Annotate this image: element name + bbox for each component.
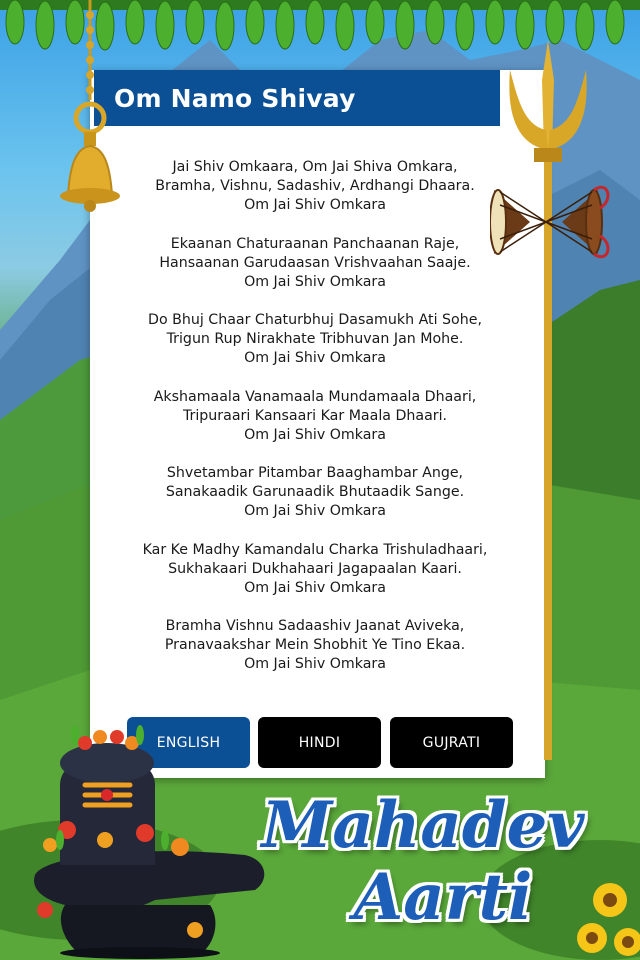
verse-line: Sukhakaari Dukhahaari Jagapaalan Kaari. xyxy=(168,560,462,577)
brand-line-2: Aarti xyxy=(353,860,533,935)
verse-line: Akshamaala Vanamaala Mundamaala Dhaari, xyxy=(153,388,477,405)
verse-refrain: Om Jai Shiv Omkara xyxy=(244,503,386,519)
verse xyxy=(110,158,520,215)
verse-line: Jai Shiv Omkaara, Om Jai Shiva Omkara, xyxy=(172,159,458,175)
verse xyxy=(110,541,520,598)
verse-line: Do Bhuj Chaar Chaturbhuj Dasamukh Ati Sohe, xyxy=(148,312,482,328)
verse-line: Ekaanan Chaturaanan Panchaanan Raje, xyxy=(170,235,460,252)
verse-line: Sanakaadik Garunaadik Bhutaadik Sange. xyxy=(165,484,465,500)
gujrati-button[interactable]: GUJRATI xyxy=(390,717,513,768)
verse xyxy=(110,617,520,674)
verse-line: Trigun Rup Nirakhate Tribhuvan Jan Mohe. xyxy=(166,331,464,347)
page-title: Om Namo Shivay xyxy=(114,83,356,113)
trishul-icon xyxy=(490,40,620,760)
verse xyxy=(110,311,520,368)
verse-line: Bramha, Vishnu, Sadashiv, Ardhangi Dhaara. xyxy=(155,178,475,194)
brand-title xyxy=(258,790,588,934)
verse xyxy=(110,388,520,445)
verse-line: Bramha Vishnu Sadaashiv Jaanat Aviveka, xyxy=(165,618,465,634)
shivling-icon xyxy=(5,715,275,960)
verse-refrain: Om Jai Shiv Omkara xyxy=(244,426,386,443)
brand-line-1: Mahadev xyxy=(261,788,585,863)
verse xyxy=(110,235,520,292)
verse-refrain: Om Jai Shiv Omkara xyxy=(244,656,386,672)
verse xyxy=(110,464,520,521)
english-button[interactable]: ENGLISH xyxy=(127,717,250,768)
verse-line: Pranavaakshar Mein Shobhit Ye Tino Ekaa. xyxy=(164,637,466,653)
verse-refrain: Om Jai Shiv Omkara xyxy=(244,350,386,366)
bell-icon xyxy=(50,0,130,230)
hindi-button[interactable]: HINDI xyxy=(258,717,381,768)
verse-refrain: Om Jai Shiv Omkara xyxy=(244,273,386,290)
header-bar xyxy=(94,70,500,126)
verse-line: Hansaanan Garudaasan Vrishvaahan Saaje. xyxy=(159,254,471,271)
verse-refrain: Om Jai Shiv Omkara xyxy=(244,197,386,213)
verse-line: Shvetambar Pitambar Baaghambar Ange, xyxy=(166,465,464,481)
verse-line: Tripuraari Kansaari Kar Maala Dhaari. xyxy=(182,407,448,424)
verse-line: Kar Ke Madhy Kamandalu Charka Trishuladhaari, xyxy=(142,541,488,558)
verse-refrain: Om Jai Shiv Omkara xyxy=(244,579,386,596)
lyrics-text xyxy=(110,158,520,694)
